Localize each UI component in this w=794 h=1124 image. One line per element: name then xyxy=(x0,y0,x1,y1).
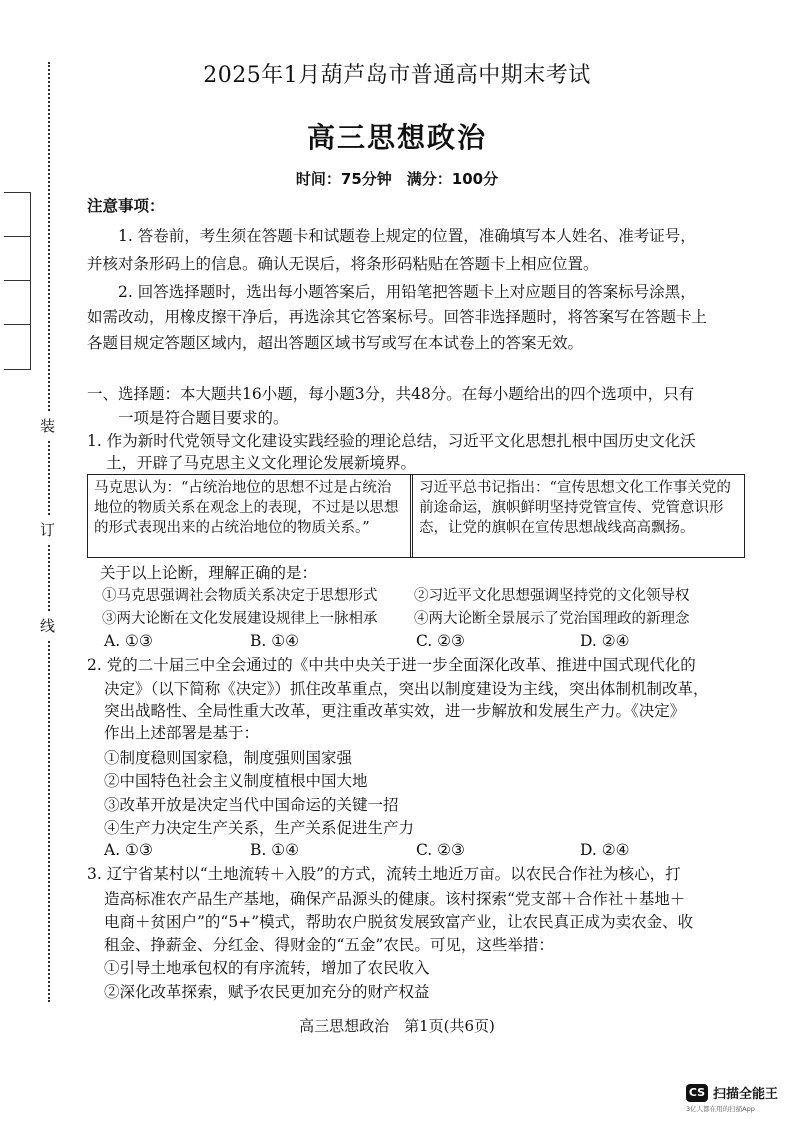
q2-line3: 突出战略性、全局性重大改革，更注重改革实效，进一步解放和发展生产力。《决定》 xyxy=(104,702,686,720)
notice-item1-line2: 并核对条形码上的信息。确认无误后，将条形码粘贴在答题卡上相应位置。 xyxy=(87,255,599,273)
section1-line1: 一、选择题：本大题共16小题，每小题3分，共48分。在每小题给出的四个选项中，只有 xyxy=(87,385,695,403)
q1-option-c[interactable]: C. ②③ xyxy=(416,632,465,650)
time-info: 时间：75分钟 满分：100分 xyxy=(295,170,499,188)
q3-line3: 电商＋贫困户”的“5+”模式，帮助农户脱贫发展致富产业，让农民真正成为卖农金、收 xyxy=(104,913,694,931)
q2-statement-4: ④生产力决定生产关系，生产关系促进生产力 xyxy=(104,819,415,837)
q1-option-d[interactable]: D. ②④ xyxy=(580,632,630,650)
student-info-cell xyxy=(4,193,30,237)
scanner-app-tagline: 3亿人都在用的扫描App xyxy=(686,1105,755,1113)
q1-statement-2: ②习近平文化思想强调坚持党的文化领导权 xyxy=(414,588,690,604)
notice-item1-line1: 1. 答卷前，考生须在答题卡和试题卷上规定的位置，准确填写本人姓名、准考证号， xyxy=(118,227,696,245)
q2-option-c[interactable]: C. ②③ xyxy=(416,841,465,859)
q2-line2: 决定》（以下简称《决定》）抓住改革重点，突出以制度建设为主线，突出体制机制改革， xyxy=(104,680,709,698)
student-info-cell xyxy=(4,325,30,368)
student-info-cell xyxy=(4,281,30,325)
student-info-box xyxy=(4,192,31,370)
q3-statement-1: ①引导土地承包权的有序流转，增加了农民收入 xyxy=(104,959,430,977)
notice-heading: 注意事项： xyxy=(87,197,165,215)
q2-option-b[interactable]: B. ①④ xyxy=(250,841,300,859)
q1-option-b[interactable]: B. ①④ xyxy=(250,632,300,650)
notice-item2-line1: 2. 回答选择题时，选出每小题答案后，用铅笔把答题卡上对应题目的答案标号涂黑， xyxy=(118,283,696,301)
subject-title: 高三思想政治 xyxy=(306,121,487,154)
binding-mark-xian: 线 xyxy=(40,612,55,639)
q1-statement-4: ④两大论断全景展示了党治国理政的新理念 xyxy=(414,611,690,627)
q1-statement-3: ③两大论断在文化发展建设规律上一脉相承 xyxy=(102,611,378,627)
q2-statement-2: ②中国特色社会主义制度植根中国大地 xyxy=(104,772,368,790)
scanner-watermark xyxy=(686,1083,778,1102)
q1-quote-table xyxy=(87,474,745,558)
q3-statement-2: ②深化改革探索，赋予农民更加充分的财产权益 xyxy=(104,983,430,1001)
q3-line4: 租金、挣薪金、分红金、得财金的“五金”农民。可见，这些举措： xyxy=(104,936,554,954)
q2-statement-3: ③改革开放是决定当代中国命运的关键一招 xyxy=(104,796,399,814)
binding-mark-ding: 订 xyxy=(40,516,55,543)
q2-line4: 作出上述部署是基于： xyxy=(104,724,260,742)
student-info-cell xyxy=(4,237,30,281)
exam-title: 2025年1月葫芦岛市普通高中期末考试 xyxy=(203,63,591,88)
q2-statement-1: ①制度稳则国家稳，制度强则国家强 xyxy=(104,749,353,767)
q1-quote-xi: 习近平总书记指出：“宣传思想文化工作事关党的前途命运，旗帜鲜明坚持党管宣传、党管意识形态，让党的旗帜在宣传思想战线高高飘扬。 xyxy=(419,480,731,536)
q3-line2: 造高标准农产品生产基地，确保产品源头的健康。该村探索“党支部＋合作社＋基地＋ xyxy=(104,890,686,908)
notice-item2-line3: 各题目规定答题区域内，超出答题区域书写或写在本试卷上的答案无效。 xyxy=(87,334,584,352)
q1-option-a[interactable]: A. ①③ xyxy=(104,632,153,650)
q1-stem: 关于以上论断，理解正确的是： xyxy=(100,564,318,582)
binding-mark-zhuang: 装 xyxy=(40,412,55,439)
q1-line1: 1. 作为新时代党领导文化建设实践经验的理论总结，习近平文化思想扎根中国历史文化沃 xyxy=(87,432,696,450)
q1-quote-marx: 马克思认为：“占统治地位的思想不过是占统治地位的物质关系在观念上的表现，不过是以思想的形式表现出来的占统治地位的物质关系。” xyxy=(88,475,413,557)
q1-statement-1: ①马克思强调社会物质关系决定于思想形式 xyxy=(102,588,378,604)
q2-line1: 2. 党的二十届三中全会通过的《中共中央关于进一步全面深化改革、推进中国式现代化的 xyxy=(87,656,696,674)
camscanner-logo-icon: CS xyxy=(686,1084,708,1102)
q3-line1: 3. 辽宁省某村以“土地流转＋入股”的方式，流转土地近万亩。以农民合作社为核心，打 xyxy=(87,865,681,883)
page-footer: 高三思想政治 第1页(共6页) xyxy=(299,1017,495,1035)
section1-line2: 一项是符合题目要求的。 xyxy=(118,409,289,427)
q2-option-a[interactable]: A. ①③ xyxy=(104,841,153,859)
notice-item2-line2: 如需改动，用橡皮擦干净后，再选涂其它答案标号。回答非选择题时，将答案写在答题卡上 xyxy=(87,308,708,326)
q2-option-d[interactable]: D. ②④ xyxy=(580,841,630,859)
scanner-app-name: 扫描全能王 xyxy=(713,1087,779,1102)
q1-line2: 土，开辟了马克思主义文化理论发展新境界。 xyxy=(106,454,417,472)
